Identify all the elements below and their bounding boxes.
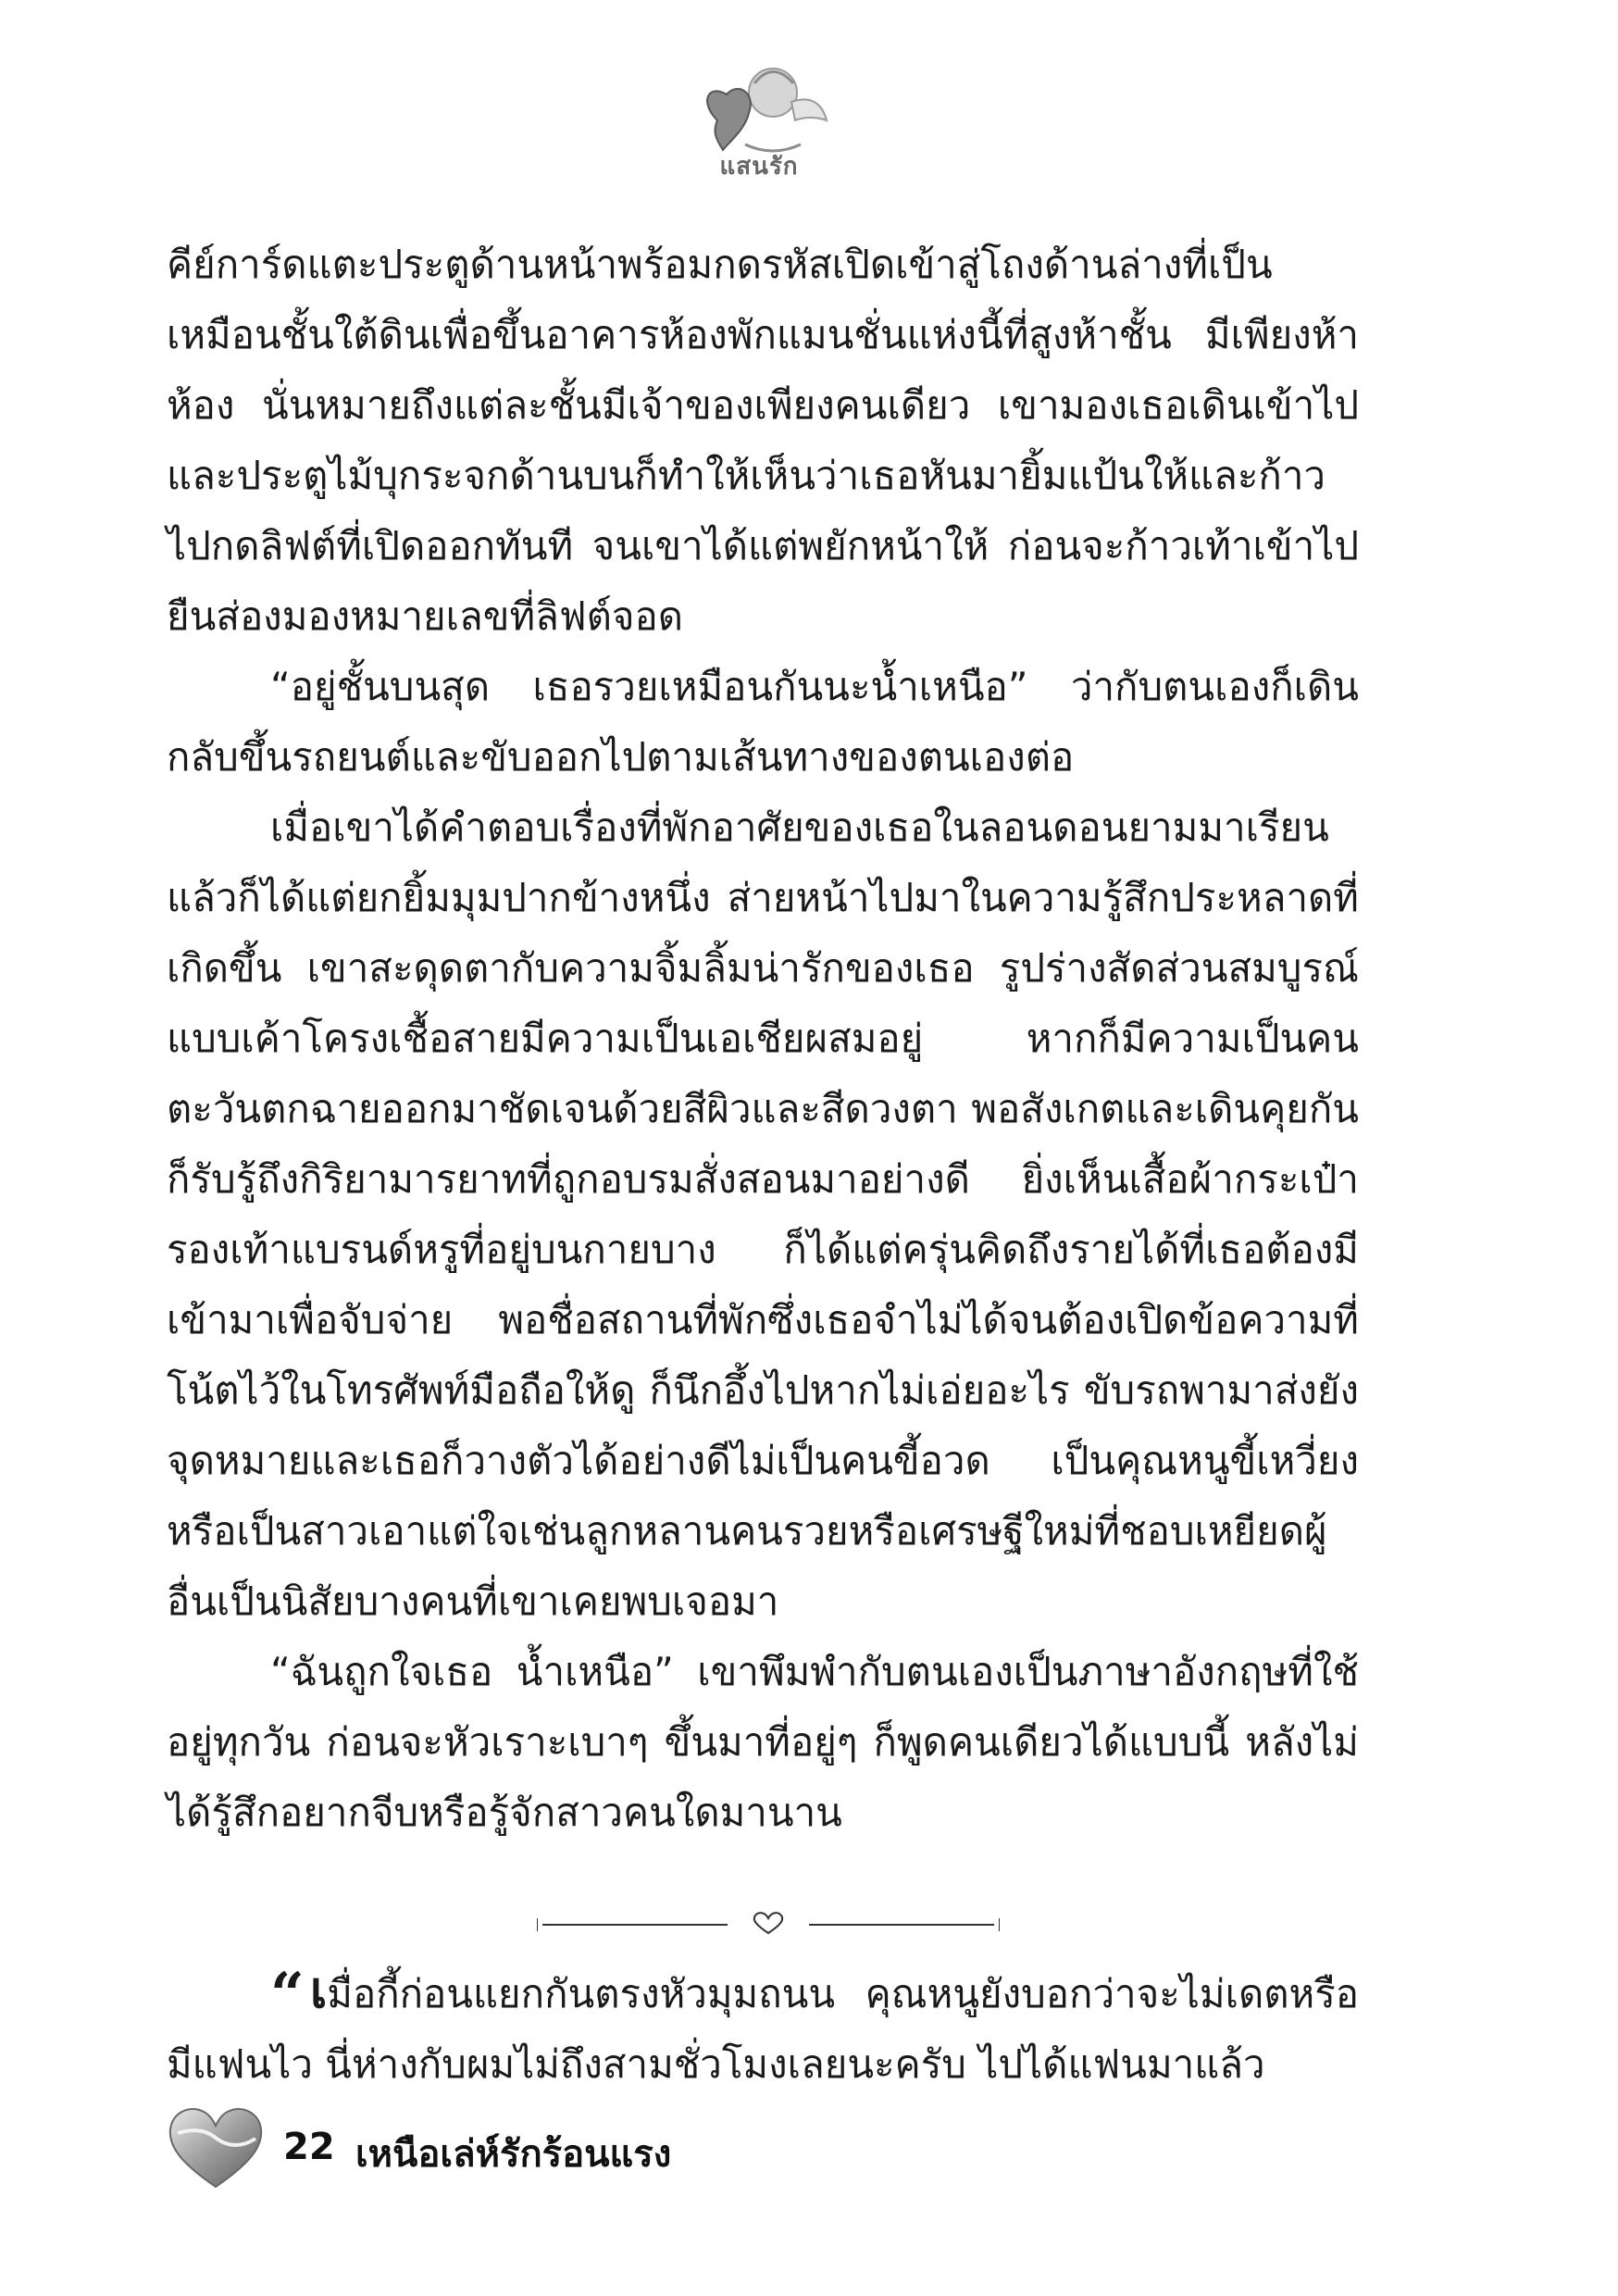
open-quote: “ <box>270 1960 305 2029</box>
paragraph: คีย์การ์ดแตะประตูด้านหน้าพร้อมกดรหัสเปิดเข้าสู่โถงด้านล่างที่เป็นเหมือนชั้นใต้ดินเพื่อขึ้นอาคารห้องพักแมนชั่นแห่งนี้ที่สูงห้าชั้น มีเพียงห้าห้อง นั่นหมายถึงแต่ละชั้นมีเจ้าของเพียงคนเดียว เขามองเธอเดินเข้าไป และประตูไม้บุกระจกด้านบนก็ทำให้เห็นว่าเธอหันมายิ้มแป้นให้และก้าวไปกดลิฟต์ที่เปิดออกทันที จนเขาได้แต่พยักหน้าให้ ก่อนจะก้าวเท้าเข้าไปยืนส่องมองหมายเลขที่ลิฟต์จอด <box>167 242 1359 639</box>
paragraph: เมื่อเขาได้คำตอบเรื่องที่พักอาศัยของเธอในลอนดอนยามมาเรียนแล้วก็ได้แต่ยกยิ้มมุมปากข้างหนึ่ง ส่ายหน้าไปมาในความรู้สึกประหลาดที่เกิดขึ้น เขาสะดุดตากับความจิ้มลิ้มน่ารักของเธอ รูปร่างสัดส่วนสมบูรณ์แบบเค้าโครงเชื้อสายมีความเป็นเอเชียผสมอยู่ หากก็มีความเป็นคนตะวันตกฉายออกมาชัดเจนด้วยสีผิวและสีดวงตา พอสังเกตและเดินคุยกันก็รับรู้ถึงกิริยามารยาทที่ถูกอบรมสั่งสอนมาอย่างดี ยิ่งเห็นเสื้อผ้ากระเป๋ารองเท้าแบรนด์หรูที่อยู่บนกายบาง ก็ได้แต่ครุ่นคิดถึงรายได้ที่เธอต้องมีเข้ามาเพื่อจับจ่าย พอชื่อสถานที่พักซึ่งเธอจำไม่ได้จนต้องเปิดข้อความที่โน้ตไว้ในโทรศัพท์มือถือให้ดู ก็นึกอึ้งไปหากไม่เอ่ยอะไร ขับรถพามาส่งยังจุดหมายและเธอก็วางตัวได้อย่างดีไม่เป็นคนขี้อวด เป็นคุณหนูขี้เหวี่ยง หรือเป็นสาวเอาแต่ใจเช่นลูกหลานคนรวยหรือเศรษฐีใหม่ที่ชอบเหยียดผู้อื่นเป็นนิสัยบางคนที่เขาเคยพบเจอมา <box>167 805 1359 1624</box>
body-text <box>167 230 1359 1848</box>
book-title: เหนือเล่ห์รักร้อนแรง <box>355 2133 672 2176</box>
paragraph: “อยู่ชั้นบนสุด เธอรวยเหมือนกันนะน้ำเหนือ” ว่ากับตนเองก็เดินกลับขึ้นรถยนต์และขับออกไปตามเส้นทางของตนเองต่อ <box>167 664 1359 780</box>
section-divider <box>537 1909 1000 1937</box>
page-number: 22 <box>283 2126 335 2168</box>
heart-divider-icon <box>537 1909 1000 1937</box>
page-footer <box>165 2102 813 2194</box>
header-logo <box>680 56 838 185</box>
paragraph-text: มื่อกี้ก่อนแยกกันตรงหัวมุมถนน คุณหนูยังบอกว่าจะไม่เดตหรือมีแฟนไว นี่ห่างกับผมไม่ถึงสามชั่วโมงเลยนะครับ ไปได้แฟนมาแล้ว <box>167 1971 1359 2087</box>
second-section-text <box>167 1955 1359 2100</box>
logo-text: แสนรัก <box>719 153 799 181</box>
drop-char: เ <box>309 1961 328 2019</box>
paragraph: “ฉันถูกใจเธอ น้ำเหนือ” เขาพึมพำกับตนเองเป็นภาษาอังกฤษที่ใช้อยู่ทุกวัน ก่อนจะหัวเราะเบาๆ ขึ้นมาที่อยู่ๆ ก็พูดคนเดียวได้แบบนี้ หลังไม่ได้รู้สึกอยากจีบหรือรู้จักสาวคนใดมานาน <box>167 1649 1359 1835</box>
heart-icon <box>165 2102 267 2190</box>
paragraph <box>167 1955 1359 2100</box>
